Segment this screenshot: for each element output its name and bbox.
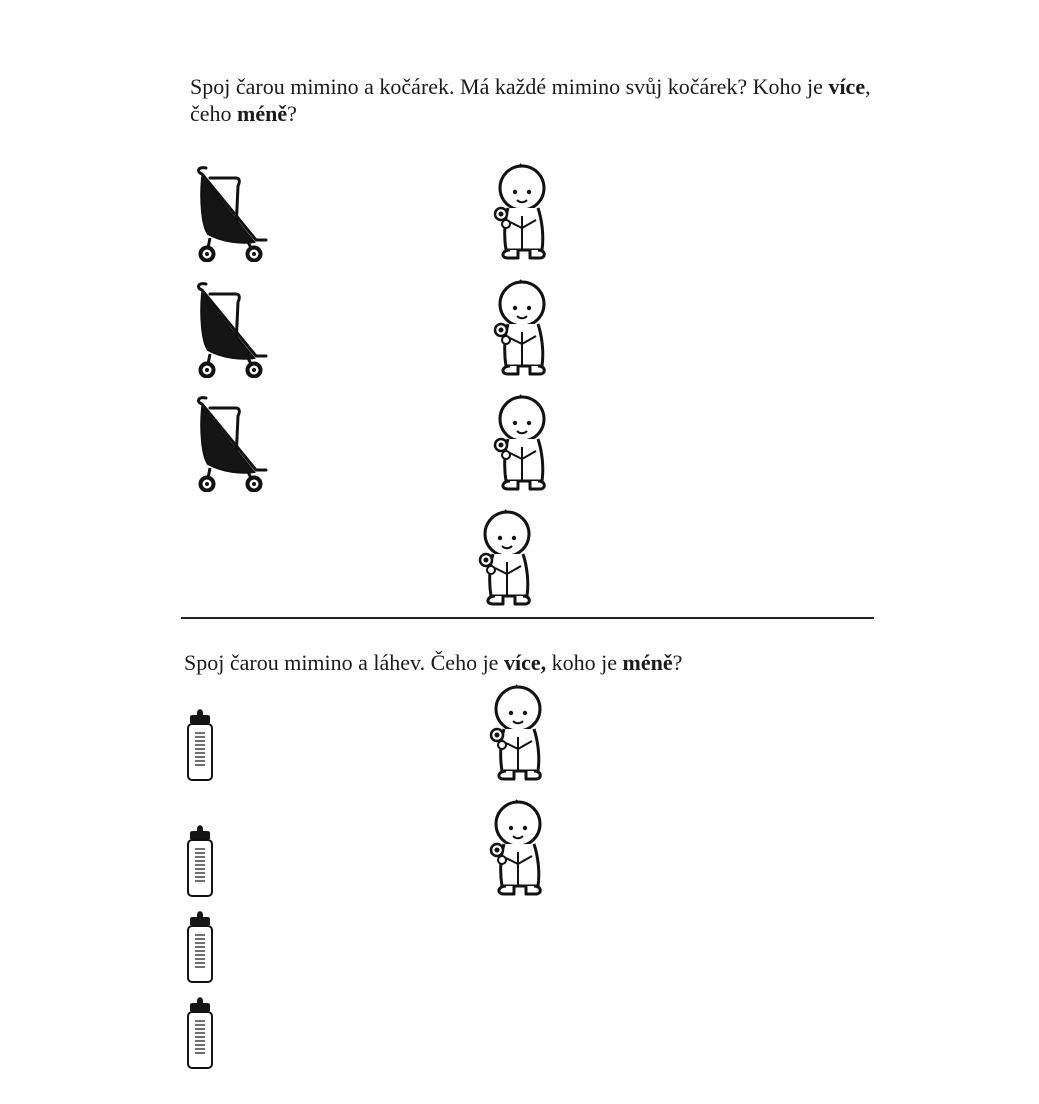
baby-icon[interactable] xyxy=(492,278,552,378)
baby-icon[interactable] xyxy=(492,162,552,262)
exercise-1-instruction xyxy=(190,73,890,127)
section-divider xyxy=(181,617,874,619)
exercise-1-word-more: více xyxy=(828,74,866,99)
baby-bottle-icon[interactable] xyxy=(184,823,216,899)
exercise-1-instruction-middle: , čeho xyxy=(190,74,871,126)
exercise-2-word-more: více, xyxy=(503,650,547,675)
stroller-icon[interactable] xyxy=(192,160,272,262)
exercise-2-instruction-end: ? xyxy=(672,650,683,675)
stroller-icon[interactable] xyxy=(192,390,272,492)
exercise-1-word-less: méně xyxy=(237,101,288,126)
exercise-1-instruction-start: Spoj čarou mimino a kočárek. Má každé mimino svůj kočárek? Koho je xyxy=(190,74,829,99)
exercise-2-instruction xyxy=(184,649,884,676)
baby-icon[interactable] xyxy=(488,683,548,783)
exercise-1-instruction-end: ? xyxy=(287,101,297,126)
baby-icon[interactable] xyxy=(488,798,548,898)
baby-bottle-icon[interactable] xyxy=(184,995,216,1071)
exercise-2-instruction-middle: koho je xyxy=(546,650,623,675)
exercise-2-word-less: méně xyxy=(622,650,673,675)
baby-icon[interactable] xyxy=(492,393,552,493)
stroller-icon[interactable] xyxy=(192,276,272,378)
baby-bottle-icon[interactable] xyxy=(184,909,216,985)
baby-bottle-icon[interactable] xyxy=(184,707,216,783)
baby-icon[interactable] xyxy=(477,508,537,608)
exercise-2-instruction-start: Spoj čarou mimino a láhev. Čeho je xyxy=(184,650,504,675)
